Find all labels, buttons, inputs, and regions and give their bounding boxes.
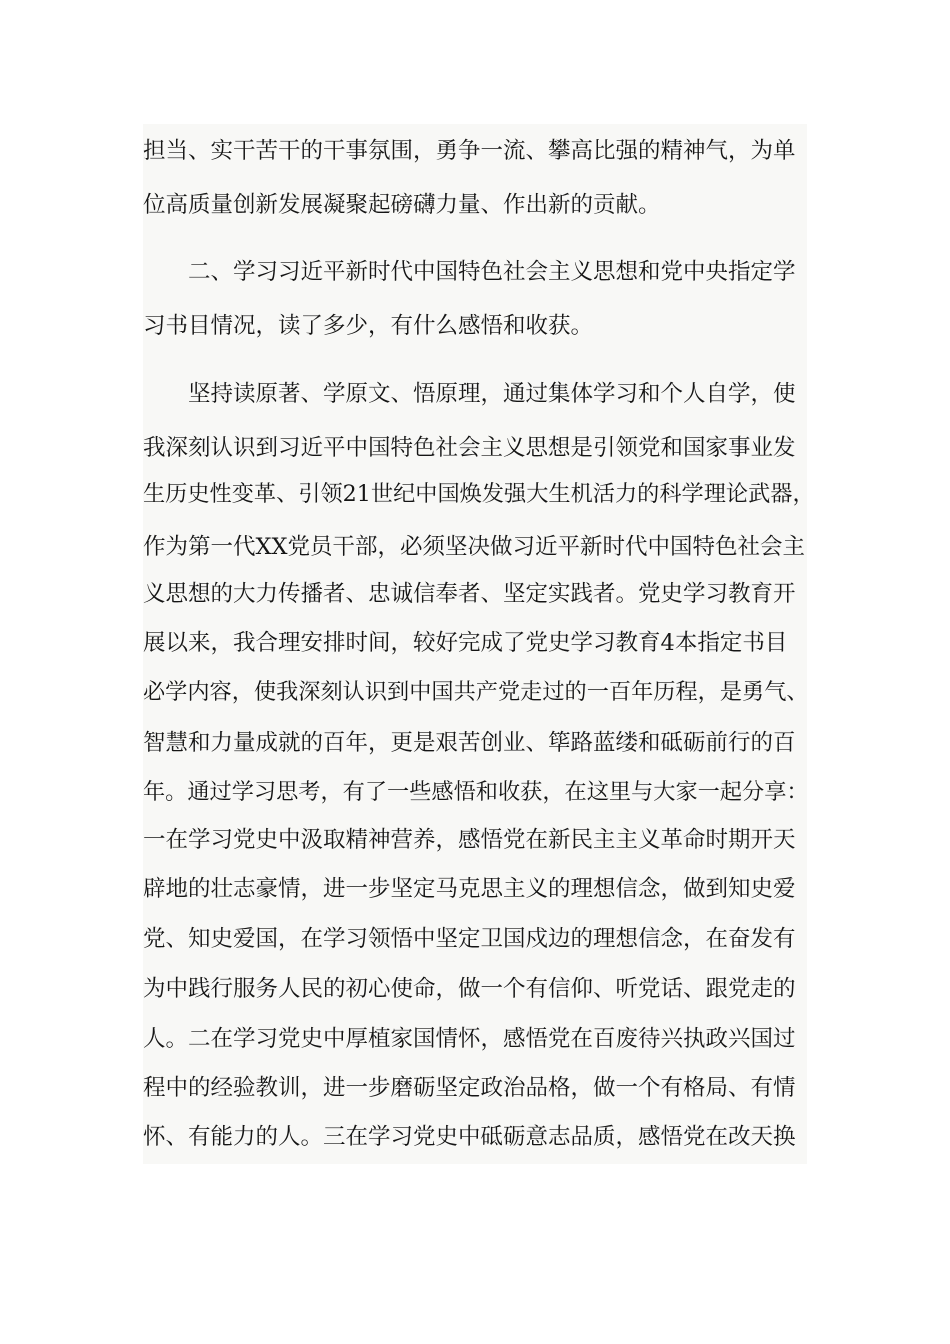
paragraph-1-line-2: 位高质量创新发展凝聚起磅礴力量、作出新的贡献。 bbox=[143, 192, 661, 218]
paragraph-3-line-4: 作为第一代XX党员干部，必须坚决做习近平新时代中国特色社会主 bbox=[143, 534, 806, 560]
paragraph-3-line-1: 坚持读原著、学原文、悟原理，通过集体学习和个人自学，使 bbox=[188, 381, 796, 407]
section-heading-line-1: 二、学习习近平新时代中国特色社会主义思想和党中央指定学 bbox=[188, 259, 796, 285]
paragraph-3-line-7: 必学内容，使我深刻认识到中国共产党走过的一百年历程，是勇气、 bbox=[143, 679, 809, 705]
paragraph-3-line-8: 智慧和力量成就的百年，更是艰苦创业、筚路蓝缕和砥砺前行的百 bbox=[143, 730, 796, 756]
paragraph-3-line-5: 义思想的大力传播者、忠诚信奉者、坚定实践者。党史学习教育开 bbox=[143, 581, 796, 607]
paragraph-3-line-16: 怀、有能力的人。三在学习党史中砥砺意志品质，感悟党在改天换 bbox=[143, 1124, 796, 1150]
paragraph-3-line-3: 生历史性变革、引领21世纪中国焕发强大生机活力的科学理论武器， bbox=[143, 481, 815, 507]
paragraph-3-line-2: 我深刻认识到习近平中国特色社会主义思想是引领党和国家事业发 bbox=[143, 435, 796, 461]
paragraph-3-line-9: 年。通过学习思考，有了一些感悟和收获，在这里与大家一起分享： bbox=[143, 779, 809, 805]
paragraph-3-line-6: 展以来，我合理安排时间，较好完成了党史学习教育4本指定书目 bbox=[143, 630, 788, 656]
paragraph-3-line-15: 程中的经验教训，进一步磨砺坚定政治品格，做一个有格局、有情 bbox=[143, 1075, 796, 1101]
paragraph-3-line-12: 党、知史爱国，在学习领悟中坚定卫国戍边的理想信念，在奋发有 bbox=[143, 926, 796, 952]
paragraph-3-line-14: 人。二在学习党史中厚植家国情怀，感悟党在百废待兴执政兴国过 bbox=[143, 1026, 796, 1052]
paragraph-3-line-10: 一在学习党史中汲取精神营养，感悟党在新民主主义革命时期开天 bbox=[143, 827, 796, 853]
section-heading-line-2: 习书目情况，读了多少，有什么感悟和收获。 bbox=[143, 313, 594, 339]
paragraph-3-line-11: 辟地的壮志豪情，进一步坚定马克思主义的理想信念，做到知史爱 bbox=[143, 876, 796, 902]
paragraph-3-line-13: 为中践行服务人民的初心使命，做一个有信仰、听党话、跟党走的 bbox=[143, 976, 796, 1002]
paragraph-1-line-1: 担当、实干苦干的干事氛围，勇争一流、攀高比强的精神气，为单 bbox=[143, 138, 796, 164]
